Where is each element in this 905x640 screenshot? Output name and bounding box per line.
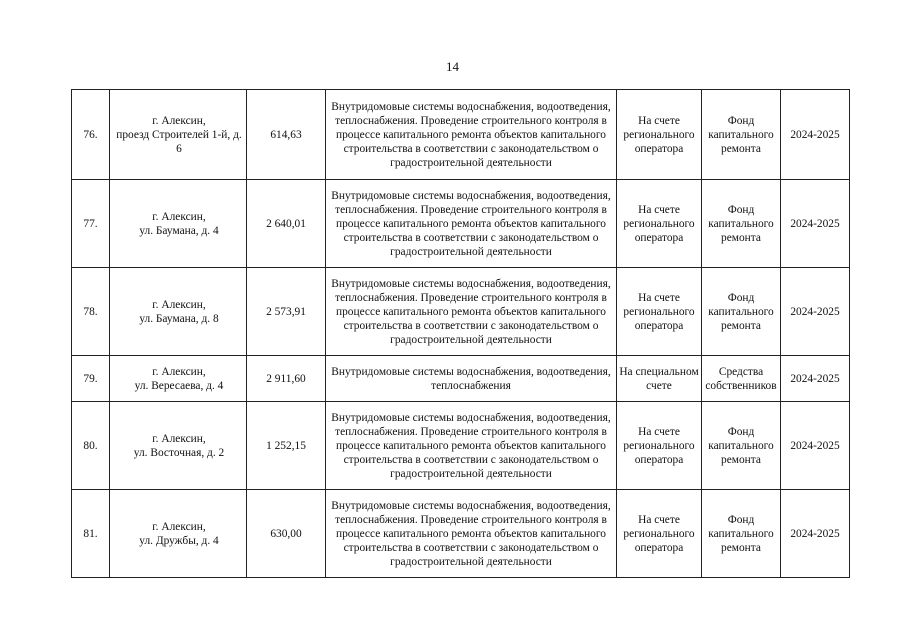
address-city: г. Алексин, [152,210,206,223]
table-row [72,90,850,180]
table-row [72,356,850,402]
row-number: 76. [72,90,110,180]
address-cell [110,268,247,356]
account-type: На счете регионального оператора [617,180,702,268]
address-city: г. Алексин, [152,365,206,378]
years-period: 2024-2025 [781,268,850,356]
address-street: ул. Вересаева, д. 4 [134,379,224,392]
funding-source: Фонд капитального ремонта [702,402,781,490]
years-period: 2024-2025 [781,90,850,180]
funding-source: Фонд капитального ремонта [702,180,781,268]
works-description: Внутридомовые системы водоснабжения, водоотведения, теплоснабжения. Проведение строительного контроля в процессе капитального ремонта объектов капитального строительства в соответствии с законодательством о градостроительной деятельности [326,490,617,578]
works-description: Внутридомовые системы водоснабжения, водоотведения, теплоснабжения. Проведение строительного контроля в процессе капитального ремонта объектов капитального строительства в соответствии с законодательством о градостроительной деятельности [326,402,617,490]
years-period: 2024-2025 [781,490,850,578]
page-number: 14 [446,59,459,74]
row-number: 79. [72,356,110,402]
address-cell [110,490,247,578]
row-number: 77. [72,180,110,268]
address-city: г. Алексин, [152,520,206,533]
area-value: 2 911,60 [247,356,326,402]
area-value: 2 640,01 [247,180,326,268]
years-period: 2024-2025 [781,356,850,402]
address-city: г. Алексин, [152,432,206,445]
funding-source: Фонд капитального ремонта [702,268,781,356]
address-city: г. Алексин, [152,298,206,311]
funding-source: Средства собственников [702,356,781,402]
table-row [72,180,850,268]
table-row [72,402,850,490]
account-type: На счете регионального оператора [617,490,702,578]
row-number: 80. [72,402,110,490]
table-row [72,268,850,356]
account-type: На счете регионального оператора [617,268,702,356]
years-period: 2024-2025 [781,402,850,490]
repair-schedule-table [71,89,850,578]
address-cell [110,402,247,490]
row-number: 81. [72,490,110,578]
address-street: проезд Строителей 1-й, д. 6 [116,128,242,155]
account-type: На счете регионального оператора [617,90,702,180]
address-cell [110,356,247,402]
area-value: 614,63 [247,90,326,180]
funding-source: Фонд капитального ремонта [702,490,781,578]
address-cell [110,90,247,180]
years-period: 2024-2025 [781,180,850,268]
works-description: Внутридомовые системы водоснабжения, водоотведения, теплоснабжения. Проведение строительного контроля в процессе капитального ремонта объектов капитального строительства в соответствии с законодательством о градостроительной деятельности [326,268,617,356]
address-cell [110,180,247,268]
table-row [72,490,850,578]
address-street: ул. Баумана, д. 8 [139,312,219,325]
address-street: ул. Восточная, д. 2 [133,446,225,459]
works-description: Внутридомовые системы водоснабжения, водоотведения, теплоснабжения. Проведение строительного контроля в процессе капитального ремонта объектов капитального строительства в соответствии с законодательством о градостроительной деятельности [326,180,617,268]
area-value: 630,00 [247,490,326,578]
account-type: На специальном счете [617,356,702,402]
funding-source: Фонд капитального ремонта [702,90,781,180]
row-number: 78. [72,268,110,356]
works-description: Внутридомовые системы водоснабжения, водоотведения, теплоснабжения. Проведение строительного контроля в процессе капитального ремонта объектов капитального строительства в соответствии с законодательством о градостроительной деятельности [326,90,617,180]
address-street: ул. Баумана, д. 4 [139,224,219,237]
address-city: г. Алексин, [152,114,206,127]
address-street: ул. Дружбы, д. 4 [139,534,219,547]
area-value: 2 573,91 [247,268,326,356]
works-description: Внутридомовые системы водоснабжения, водоотведения, теплоснабжения [326,356,617,402]
area-value: 1 252,15 [247,402,326,490]
account-type: На счете регионального оператора [617,402,702,490]
